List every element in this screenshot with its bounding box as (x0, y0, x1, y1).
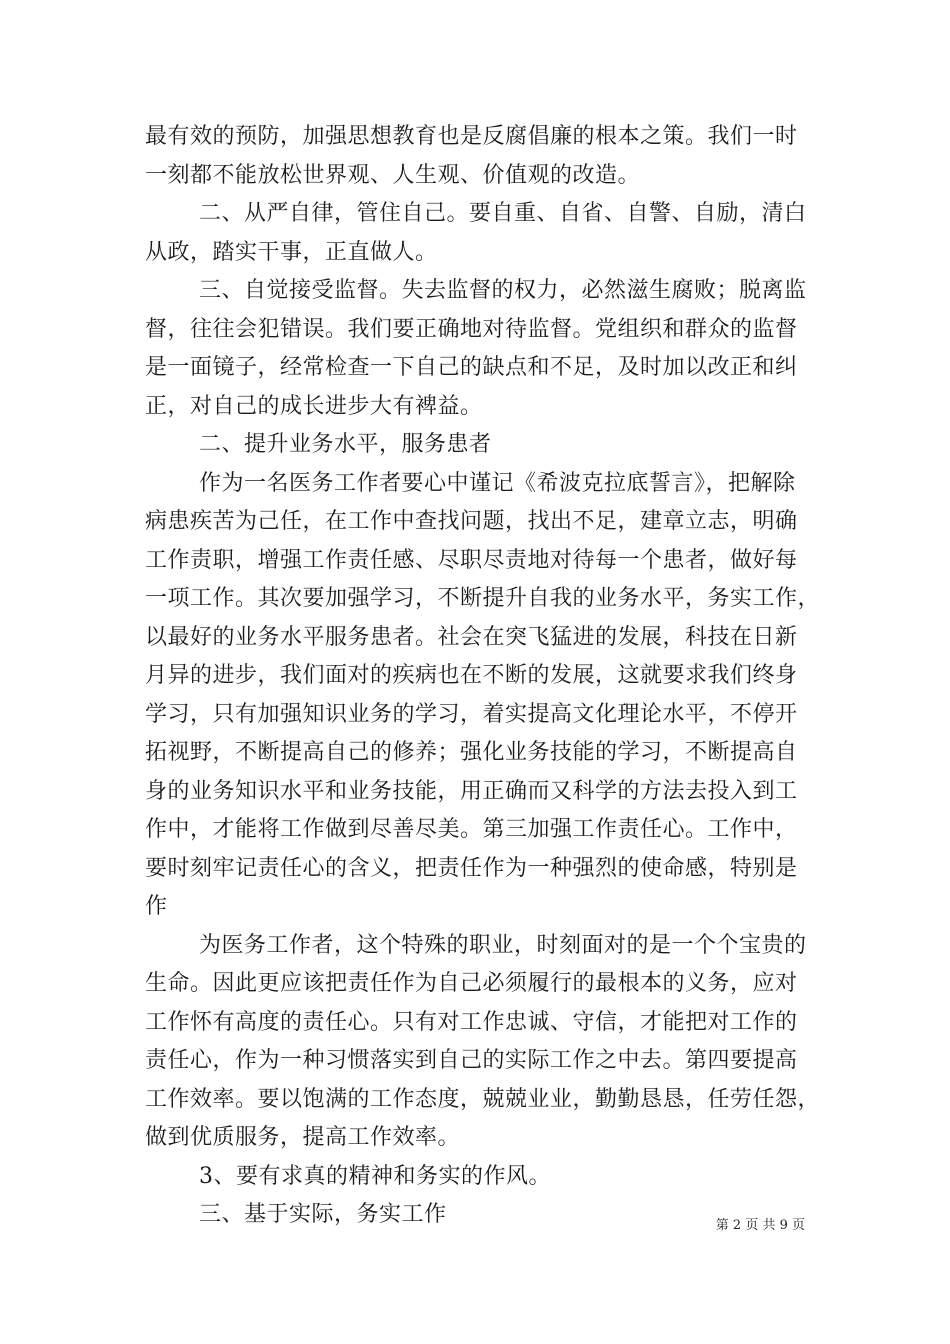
page-number: 第 2 页 共 9 页 (715, 1218, 805, 1233)
text-line: 二、从严自律，管住自己。要自重、自省、自警、自励，清白 (199, 201, 807, 226)
text-line: 督，往往会犯错误。我们要正确地对待监督。党组织和群众的监督 (145, 316, 798, 342)
text-line: 作 (145, 894, 168, 919)
text-line: 生命。因此更应该把责任作为自己必须履行的最根本的义务，应对 (145, 971, 798, 996)
text-line: 作中，才能将工作做到尽善尽美。第三加强工作责任心。工作中， (145, 817, 798, 842)
text-line: 一刻都不能放松世界观、人生观、价值观的改造。 (145, 162, 641, 188)
text-line: 月异的进步，我们面对的疾病也在不断的发展，这就要求我们终身 (145, 663, 798, 688)
text-line: 要时刻牢记责任心的含义，把责任作为一种强烈的使命感，特别是 (145, 855, 798, 881)
text-line: 为医务工作者，这个特殊的职业，时刻面对的是一个个宝贵的 (199, 932, 807, 958)
text-line: 做到优质服务，提高工作效率。 (145, 1125, 461, 1150)
text-line: 责任心，作为一种习惯落实到自己的实际工作之中去。第四要提高 (145, 1048, 798, 1073)
text-line: 以最好的业务水平服务患者。社会在突飞猛进的发展，科技在日新 (145, 624, 798, 650)
body-text (145, 118, 821, 1235)
text-line: 病患疾苦为己任，在工作中查找问题，找出不足，建章立志，明确 (145, 509, 798, 534)
text-line: 作为一名医务工作者要心中谨记《希波克拉底誓言》，把解除 (199, 470, 796, 496)
text-line: 从政，踏实干事，正直做人。 (145, 239, 438, 265)
text-line: 拓视野，不断提高自己的修养；强化业务技能的学习，不断提高自 (145, 740, 798, 765)
text-line: 三、自觉接受监督。失去监督的权力，必然滋生腐败；脱离监 (199, 278, 807, 303)
text-line: 工作责职，增强工作责任感、尽职尽责地对待每一个患者，做好每 (145, 547, 798, 573)
section-heading: 二、提升业务水平，服务患者 (199, 432, 492, 457)
text-line: 最有效的预防，加强思想教育也是反腐倡廉的根本之策。我们一时 (145, 124, 798, 149)
text-line: 是一面镜子，经常检查一下自己的缺点和不足，及时加以改正和纠 (145, 355, 798, 380)
text-line: 工作怀有高度的责任心。只有对工作忠诚、守信，才能把对工作的 (145, 1009, 798, 1035)
text-line: 身的业务知识水平和业务技能，用正确而又科学的方法去投入到工 (145, 778, 798, 804)
section-heading: 三、基于实际，务实工作 (199, 1202, 447, 1227)
text-line: 学习，只有加强知识业务的学习，着实提高文化理论水平，不停开 (145, 701, 798, 727)
text-line: 工作效率。要以饱满的工作态度，兢兢业业，勤勤恳恳，任劳任怨， (145, 1086, 821, 1112)
text-line: 一项工作。其次要加强学习，不断提升自我的业务水平，务实工作， (145, 586, 821, 611)
text-line: 3、要有求真的精神和务实的作风。 (199, 1163, 551, 1189)
text-line: 正，对自己的成长进步大有裨益。 (145, 393, 483, 419)
